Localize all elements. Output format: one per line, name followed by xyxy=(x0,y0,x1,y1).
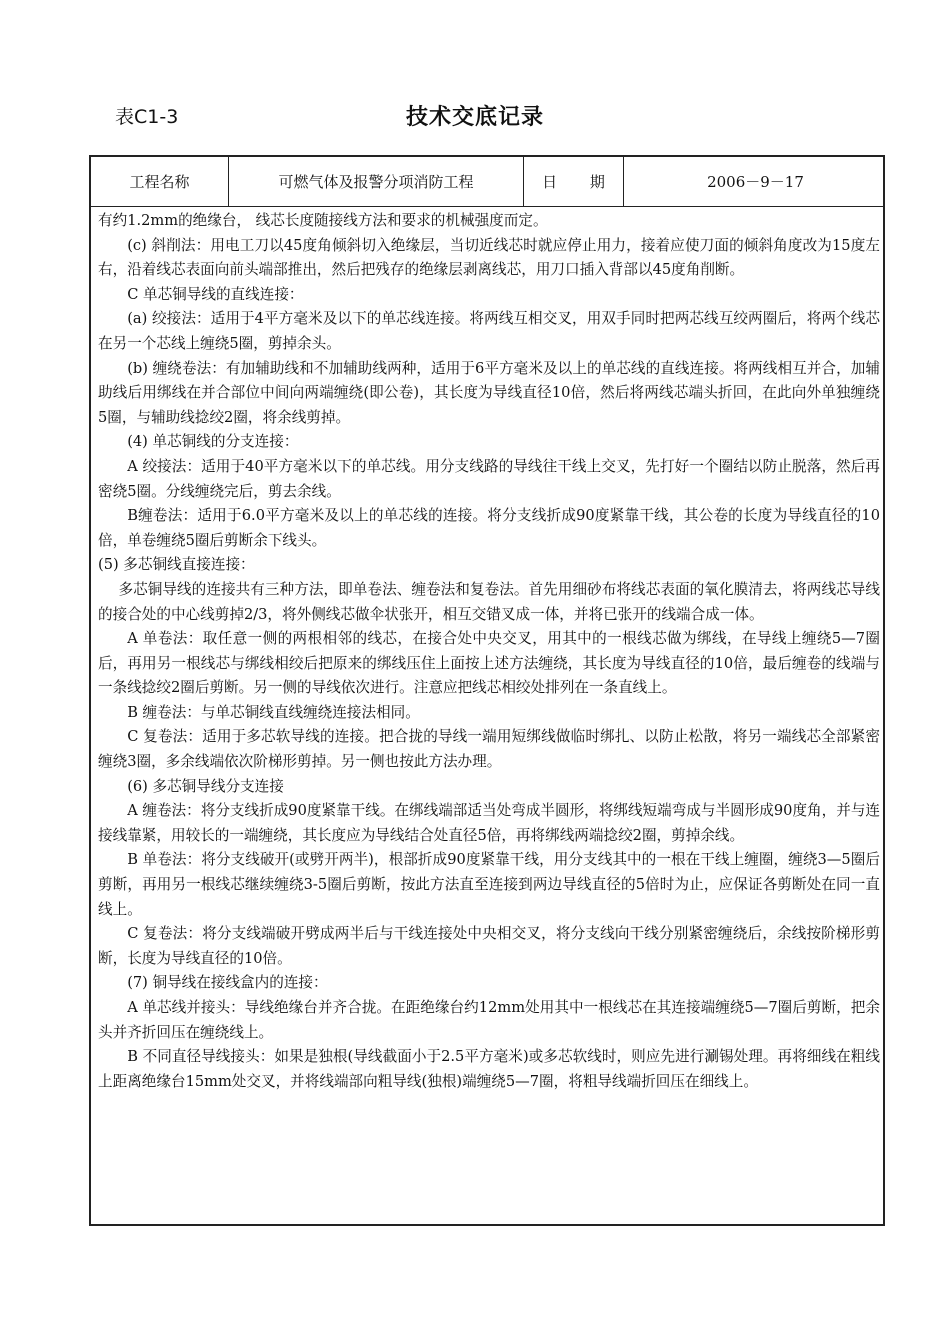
paragraph: 多芯铜导线的连接共有三种方法，即单卷法、缠卷法和复卷法。首先用细砂布将线芯表面的氧化膜清去，将两线芯导线的接合处的中心线剪掉2/3，将外侧线芯做伞状张开，相互交错叉成一体，并将已张开的线端合成一体。 xyxy=(98,580,880,623)
project-name-label: 工程名称 xyxy=(91,157,229,206)
date-label: 日 期 xyxy=(524,157,624,206)
paragraph: (a) 绞接法：适用于4平方毫米及以下的单芯线连接。将两线互相交叉，用双手同时把两芯线互绞两圈后，将两个线芯在另一个芯线上缠绕5圈，剪掉余头。 xyxy=(98,310,880,352)
paragraph: C 单芯铜导线的直线连接： xyxy=(127,285,304,303)
disclosure-content xyxy=(98,209,880,1094)
paragraph: C 复卷法：将分支线端破开劈成两半后与干线连接处中央相交叉，将分支线向干线分别紧密缠绕后，余线按阶梯形剪断，长度为导线直径的10倍。 xyxy=(98,925,880,967)
paragraph: C 复卷法：适用于多芯软导线的连接。把合拢的导线一端用短绑线做临时绑扎、以防止松散，将另一端线芯全部紧密缠绕3圈，多余线端依次阶梯形剪掉。另一侧也按此方法办理。 xyxy=(98,728,880,771)
paragraph: A 单卷法：取任意一侧的两根相邻的线芯，在接合处中央交叉，用其中的一根线芯做为绑线，在导线上缠绕5—7圈后，再用另一根线芯与绑线相绞后把原来的绑线压住上面按上述方法缠绕，其长度为导线直径的10倍，最后缠卷的线端与一条线捻绞2圈后剪断。另一侧的导线依次进行。注意应把线芯相绞处排列在一条直线上。 xyxy=(98,630,880,697)
paragraph: B缠卷法：适用于6.0平方毫米及以上的单芯线的连接。将分支线折成90度紧靠干线，其公卷的长度为导线直径的10倍，单卷缠绕5圈后剪断余下线头。 xyxy=(98,507,880,549)
paragraph: 有约1.2mm的绝缘台， 线芯长度随接线方法和要求的机械强度而定。 xyxy=(98,212,548,229)
paragraph: (5) 多芯铜线直接连接： xyxy=(98,556,255,574)
paragraph: B 缠卷法：与单芯铜线直线缠绕连接法相同。 xyxy=(127,703,420,721)
paragraph: A 缠卷法：将分支线折成90度紧靠干线。在绑线端部适当处弯成半圆形，将绑线短端弯成与半圆形成90度角，并与连接线靠紧，用较长的一端缠绕，其长度应为导线结合处直径5倍，再将绑线两端捻绞2圈，剪掉余线。 xyxy=(98,802,881,844)
document-title: 技术交底记录 xyxy=(405,105,544,130)
paragraph: (6) 多芯铜导线分支连接 xyxy=(127,777,284,795)
date-value: 2006－9－17 xyxy=(707,173,804,191)
info-row xyxy=(91,157,883,207)
paragraph: A 单芯线并接头：导线绝缘台并齐合拢。在距绝缘台约12mm处用其中一根线芯在其连接端缠绕5—7圈后剪断，把余头并齐折回压在缠绕线上。 xyxy=(98,999,880,1041)
paragraph: (7) 铜导线在接线盒内的连接： xyxy=(127,974,328,992)
paragraph: B 不同直径导线接头：如果是独根(导线截面小于2.5平方毫米)或多芯软线时，则应先进行涮锡处理。再将细线在粗线上距离绝缘台15mm处交叉，并将线端部向粗导线(独根)端缠绕5—7圈，将粗导线端折回压在细线上。 xyxy=(98,1048,880,1090)
paragraph: (b) 缠绕卷法：有加辅助线和不加辅助线两种，适用于6平方毫米及以上的单芯线的直线连接。将两线相互并合，加辅助线后用绑线在并合部位中间向两端缠绕(即公卷)，其长度为导线直径10倍，然后将两线芯端头折回，在此向外单独缠绕5圈，与辅助线捻绞2圈，将余线剪掉。 xyxy=(98,359,880,426)
paragraph: (c) 斜削法：用电工刀以45度角倾斜切入绝缘层，当切近线芯时就应停止用力，接着应使刀面的倾斜角度改为15度左右，沿着线芯表面向前头端部推出，然后把残存的绝缘层剥离线芯，用刀口插入背部以45度角削断。 xyxy=(98,236,880,279)
form-number: 表C1-3 xyxy=(115,106,179,128)
project-name-value: 可燃气体及报警分项消防工程 xyxy=(229,157,524,206)
record-table xyxy=(89,155,885,1226)
paragraph: A 绞接法：适用于40平方毫米以下的单芯线。用分支线路的导线往干线上交叉，先打好一个圈结以防止脱落，然后再密绕5圈。分线缠绕完后，剪去余线。 xyxy=(98,457,880,500)
paragraph: (4) 单芯铜线的分支连接： xyxy=(127,433,299,451)
paragraph: B 单卷法：将分支线破开(或劈开两半)，根部折成90度紧靠干线，用分支线其中的一根在干线上缠圈，缠绕3—5圈后剪断，再用另一根线芯继续缠绕3-5圈后剪断，按此方法直至连接到两边导线直径的5倍时为止，应保证各剪断处在同一直线上。 xyxy=(98,851,880,918)
